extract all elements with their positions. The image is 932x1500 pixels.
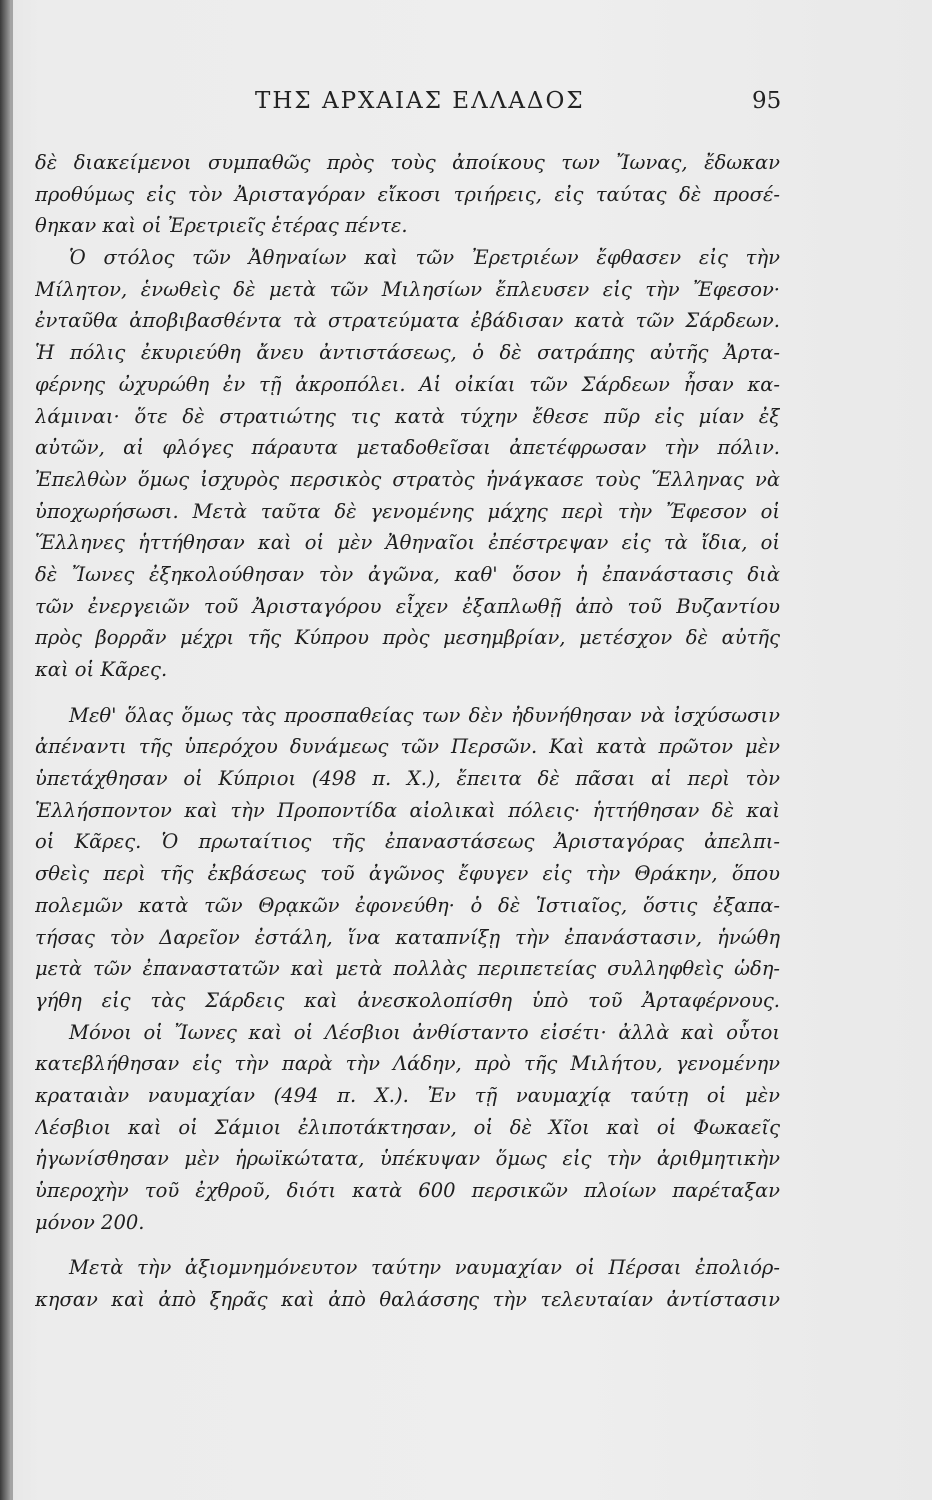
text-line: δὲ διακείμενοι συμπαθῶς πρὸς τοὺς ἀποίκους των Ἴωνας, ἔδωκαν xyxy=(35,151,780,174)
text-line: Μεθ' ὅλας ὅμως τὰς προσπαθείας των δὲν ἠδυνήθησαν νὰ ἰσχύσωσιν xyxy=(69,703,780,727)
text-line: Ἑλλήσποντον καὶ τὴν Προποντίδα αἰολικαὶ πόλεις· ἡττήθησαν δὲ καὶ xyxy=(35,798,780,822)
text-line: ἐνταῦθα ἀποβιβασθέντα τὰ στρατεύματα ἐβάδισαν κατὰ τῶν Σάρδεων. xyxy=(35,309,780,333)
page-header xyxy=(0,88,932,124)
text-line: Ἕλληνες ἡττήθησαν καὶ οἱ μὲν Ἀθηναῖοι ἐπέστρεψαν εἰς τὰ ἴδια, οἱ xyxy=(35,531,780,555)
text-line: μετὰ τῶν ἐπαναστατῶν καὶ μετὰ πολλὰς περιπετείας συλληφθεὶς ὡδη- xyxy=(35,957,780,981)
text-line: κησαν καὶ ἀπὸ ξηρᾶς καὶ ἀπὸ θαλάσσης τὴν τελευταίαν ἀντίστασιν xyxy=(35,1288,780,1312)
text-line: πρὸς βορρᾶν μέχρι τῆς Κύπρου πρὸς μεσημβρίαν, μετέσχον δὲ αὐτῆς xyxy=(35,626,780,650)
text-line: Λέσβιοι καὶ οἱ Σάμιοι ἐλιποτάκτησαν, οἱ δὲ Χῖοι καὶ οἱ Φωκαεῖς xyxy=(35,1115,780,1139)
paragraph-gap xyxy=(35,686,780,700)
page-fold xyxy=(10,0,13,1500)
text-line: προθύμως εἰς τὸν Ἀρισταγόραν εἴκοσι τριήρεις, εἰς ταύτας δὲ προσέ- xyxy=(35,182,780,206)
text-line: καὶ οἱ Κᾶρες. xyxy=(35,658,168,681)
body-text xyxy=(35,147,780,1316)
paragraph-gap xyxy=(35,1238,780,1252)
text-line: ὑπεροχὴν τοῦ ἐχθροῦ, διότι κατὰ 600 περσικῶν πλοίων παρέταξαν xyxy=(35,1179,780,1202)
text-line: πολεμῶν κατὰ τῶν Θρᾳκῶν ἐφονεύθη· ὁ δὲ Ἱστιαῖος, ὅστις ἐξαπα- xyxy=(35,893,780,917)
text-line: Μίλητον, ἑνωθεὶς δὲ μετὰ τῶν Μιλησίων ἔπλευσεν εἰς τὴν Ἔφεσον· xyxy=(35,277,780,301)
text-line: Μόνοι οἱ Ἴωνες καὶ οἱ Λέσβιοι ἀνθίσταντο εἰσέτι· ἀλλὰ καὶ οὗτοι xyxy=(69,1020,780,1044)
text-line: κατεβλήθησαν εἰς τὴν παρὰ τὴν Λάδην, πρὸ τῆς Μιλήτου, γενομένην xyxy=(35,1052,780,1076)
text-line: τῶν ἐνεργειῶν τοῦ Ἀρισταγόρου εἶχεν ἐξαπλωθῇ ἀπὸ τοῦ Βυζαντίου xyxy=(35,594,780,618)
book-gutter xyxy=(0,0,10,1500)
text-line: Ἡ πόλις ἐκυριεύθη ἄνευ ἀντιστάσεως, ὁ δὲ σατράπης αὐτῆς Ἀρτα- xyxy=(35,341,780,365)
running-title: ΤΗΣ ΑΡΧΑΙΑΣ ΕΛΛΑΔΟΣ xyxy=(255,88,585,114)
text-line: Ἐπελθὼν ὅμως ἰσχυρὸς περσικὸς στρατὸς ἠνάγκασε τοὺς Ἕλληνας νὰ xyxy=(35,467,780,491)
text-line: ὑποχωρήσωσι. Μετὰ ταῦτα δὲ γενομένης μάχης περὶ τὴν Ἔφεσον οἱ xyxy=(35,499,780,523)
text-line: κραταιὰν ναυμαχίαν (494 π. Χ.). Ἐν τῇ ναυμαχίᾳ ταύτῃ οἱ μὲν xyxy=(35,1083,780,1107)
text-line: ὑπετάχθησαν οἱ Κύπριοι (498 π. Χ.), ἔπειτα δὲ πᾶσαι αἱ περὶ τὸν xyxy=(35,767,780,791)
text-line: ἠγωνίσθησαν μὲν ἡρωϊκώτατα, ὑπέκυψαν ὅμως εἰς τὴν ἀριθμητικὴν xyxy=(35,1147,780,1171)
text-line: τήσας τὸν Δαρεῖον ἐστάλη, ἵνα καταπνίξῃ τὴν ἐπανάστασιν, ἡνώθη xyxy=(35,925,780,949)
text-line: ἀπέναντι τῆς ὑπερόχου δυνάμεως τῶν Περσῶν. Καὶ κατὰ πρῶτον μὲν xyxy=(35,735,780,759)
text-line: αὐτῶν, αἱ φλόγες πάραυτα μεταδοθεῖσαι ἀπετέφρωσαν τὴν πόλιν. xyxy=(35,436,780,460)
text-line: γήθη εἰς τὰς Σάρδεις καὶ ἀνεσκολοπίσθη ὑπὸ τοῦ Ἀρταφέρνους. xyxy=(35,988,780,1012)
text-line: σθεὶς περὶ τῆς ἐκβάσεως τοῦ ἀγῶνος ἔφυγεν εἰς τὴν Θράκην, ὅπου xyxy=(35,862,780,886)
text-line: θηκαν καὶ οἱ Ἐρετριεῖς ἑτέρας πέντε. xyxy=(35,214,408,238)
text-line: δὲ Ἴωνες ἐξηκολούθησαν τὸν ἀγῶνα, καθ' ὅσον ἡ ἐπανάστασις διὰ xyxy=(35,562,780,586)
text-line: φέρνης ὠχυρώθη ἐν τῇ ἀκροπόλει. Αἱ οἰκίαι τῶν Σάρδεων ἦσαν κα- xyxy=(35,372,780,396)
text-line: Μετὰ τὴν ἀξιομνημόνευτον ταύτην ναυμαχίαν οἱ Πέρσαι ἐπολιόρ- xyxy=(69,1256,780,1280)
text-line: μόνον 200. xyxy=(35,1210,145,1234)
page-number: 95 xyxy=(752,88,782,114)
text-line: οἱ Κᾶρες. Ὁ πρωταίτιος τῆς ἐπαναστάσεως Ἀρισταγόρας ἀπελπι- xyxy=(35,830,780,854)
text-line: Ὁ στόλος τῶν Ἀθηναίων καὶ τῶν Ἐρετριέων ἔφθασεν εἰς τὴν xyxy=(69,246,780,270)
text-line: λάμιναι· ὅτε δὲ στρατιώτης τις κατὰ τύχην ἔθεσε πῦρ εἰς μίαν ἐξ xyxy=(35,404,780,428)
